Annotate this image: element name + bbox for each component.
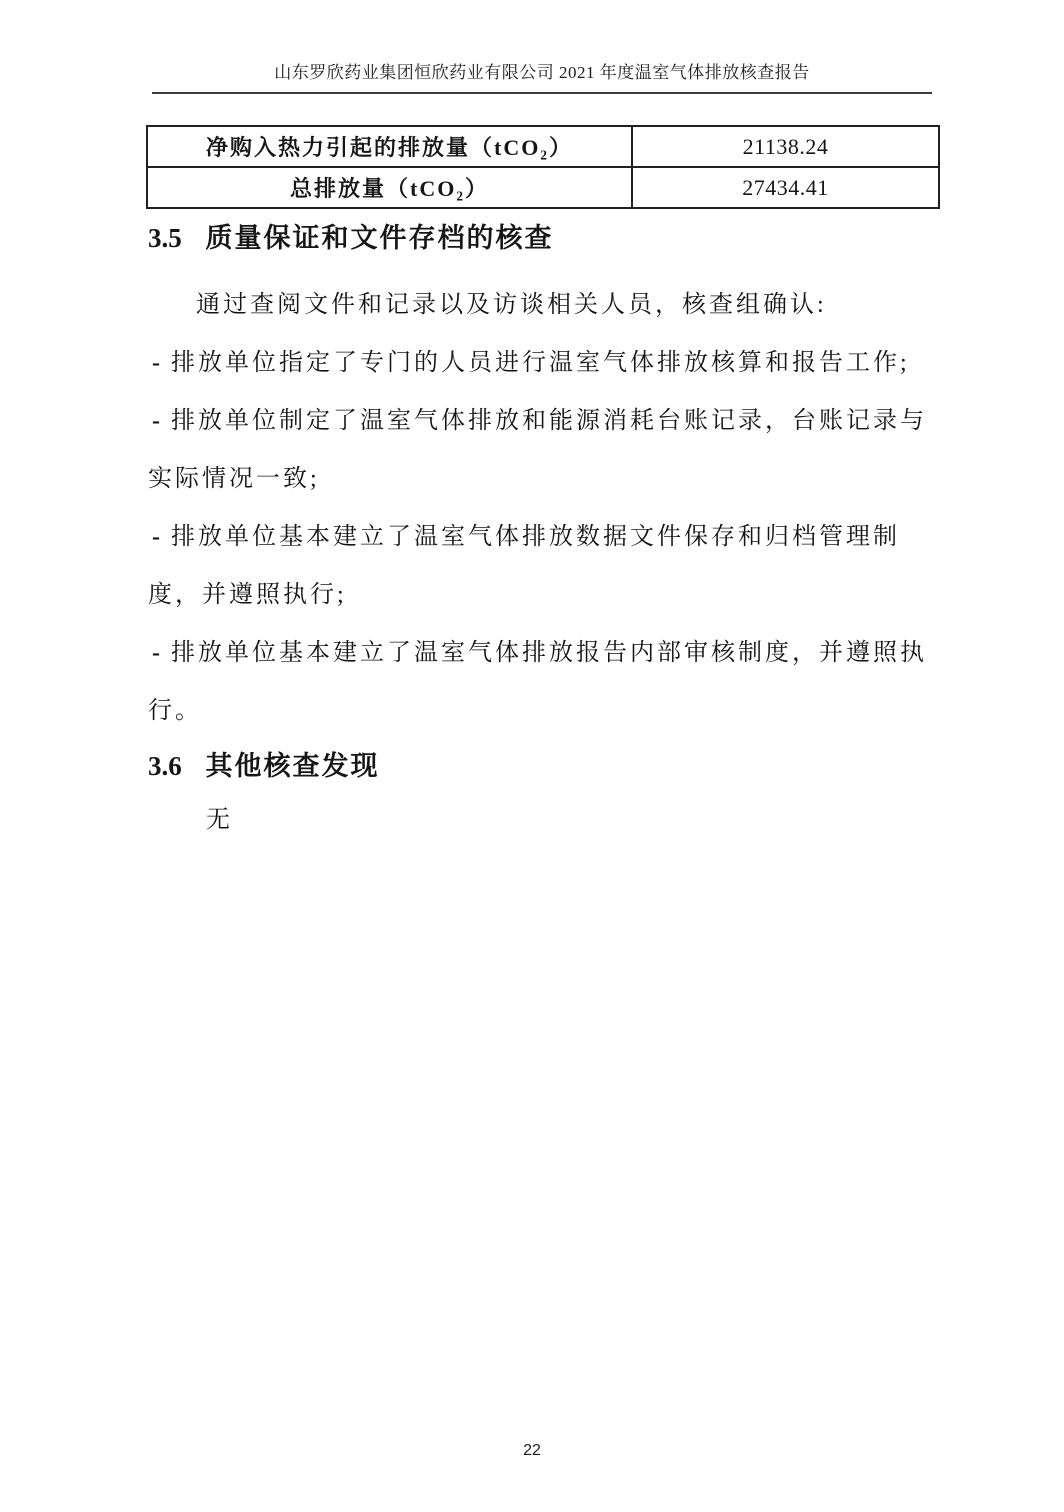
intro-paragraph: 通过查阅文件和记录以及访谈相关人员，核查组确认: bbox=[196, 292, 827, 318]
page-number: 22 bbox=[523, 1442, 541, 1459]
row-label-heat-emissions: 净购入热力引起的排放量（tCO₂） bbox=[147, 126, 632, 167]
findings-list bbox=[148, 334, 948, 740]
dash-marker: - bbox=[152, 408, 160, 434]
section-3-6-number: 3.6 bbox=[148, 751, 182, 781]
row-value-total-emissions: 27434.41 bbox=[632, 167, 939, 208]
section-3-5-title: 质量保证和文件存档的核查 bbox=[205, 223, 554, 253]
section-heading-3-5 bbox=[148, 222, 554, 254]
finding-text: 排放单位指定了专门的人员进行温室气体排放核算和报告工作; bbox=[171, 350, 910, 376]
finding-first-line bbox=[148, 392, 948, 450]
finding-text: 排放单位基本建立了温室气体排放报告内部审核制度，并遵照执 bbox=[171, 640, 927, 666]
finding-wrap-line: 实际情况一致; bbox=[148, 466, 320, 492]
finding-text: 排放单位基本建立了温室气体排放数据文件保存和归档管理制 bbox=[171, 524, 900, 550]
finding-wrap-line: 度，并遵照执行; bbox=[148, 582, 347, 608]
emissions-table bbox=[146, 125, 940, 209]
table-row-heat-emissions bbox=[147, 126, 939, 167]
dash-marker: - bbox=[152, 350, 160, 376]
section-3-5-number: 3.5 bbox=[148, 223, 182, 253]
finding-first-line bbox=[148, 334, 948, 392]
finding-wrap-line: 行。 bbox=[148, 698, 202, 724]
dash-marker: - bbox=[152, 640, 160, 666]
row-label-total-emissions: 总排放量（tCO₂） bbox=[147, 167, 632, 208]
section-heading-3-6 bbox=[148, 750, 380, 782]
finding-first-line bbox=[148, 624, 948, 682]
row-value-heat-emissions: 21138.24 bbox=[632, 126, 939, 167]
table-row-total-emissions bbox=[147, 167, 939, 208]
finding-text: 排放单位制定了温室气体排放和能源消耗台账记录，台账记录与 bbox=[171, 408, 927, 434]
header-title: 山东罗欣药业集团恒欣药业有限公司 2021 年度温室气体排放核查报告 bbox=[274, 63, 810, 82]
section-3-6-title: 其他核查发现 bbox=[205, 751, 380, 781]
dash-marker: - bbox=[152, 524, 160, 550]
section-3-6-content: 无 bbox=[206, 807, 233, 833]
page-header bbox=[152, 58, 932, 94]
finding-first-line bbox=[148, 508, 948, 566]
